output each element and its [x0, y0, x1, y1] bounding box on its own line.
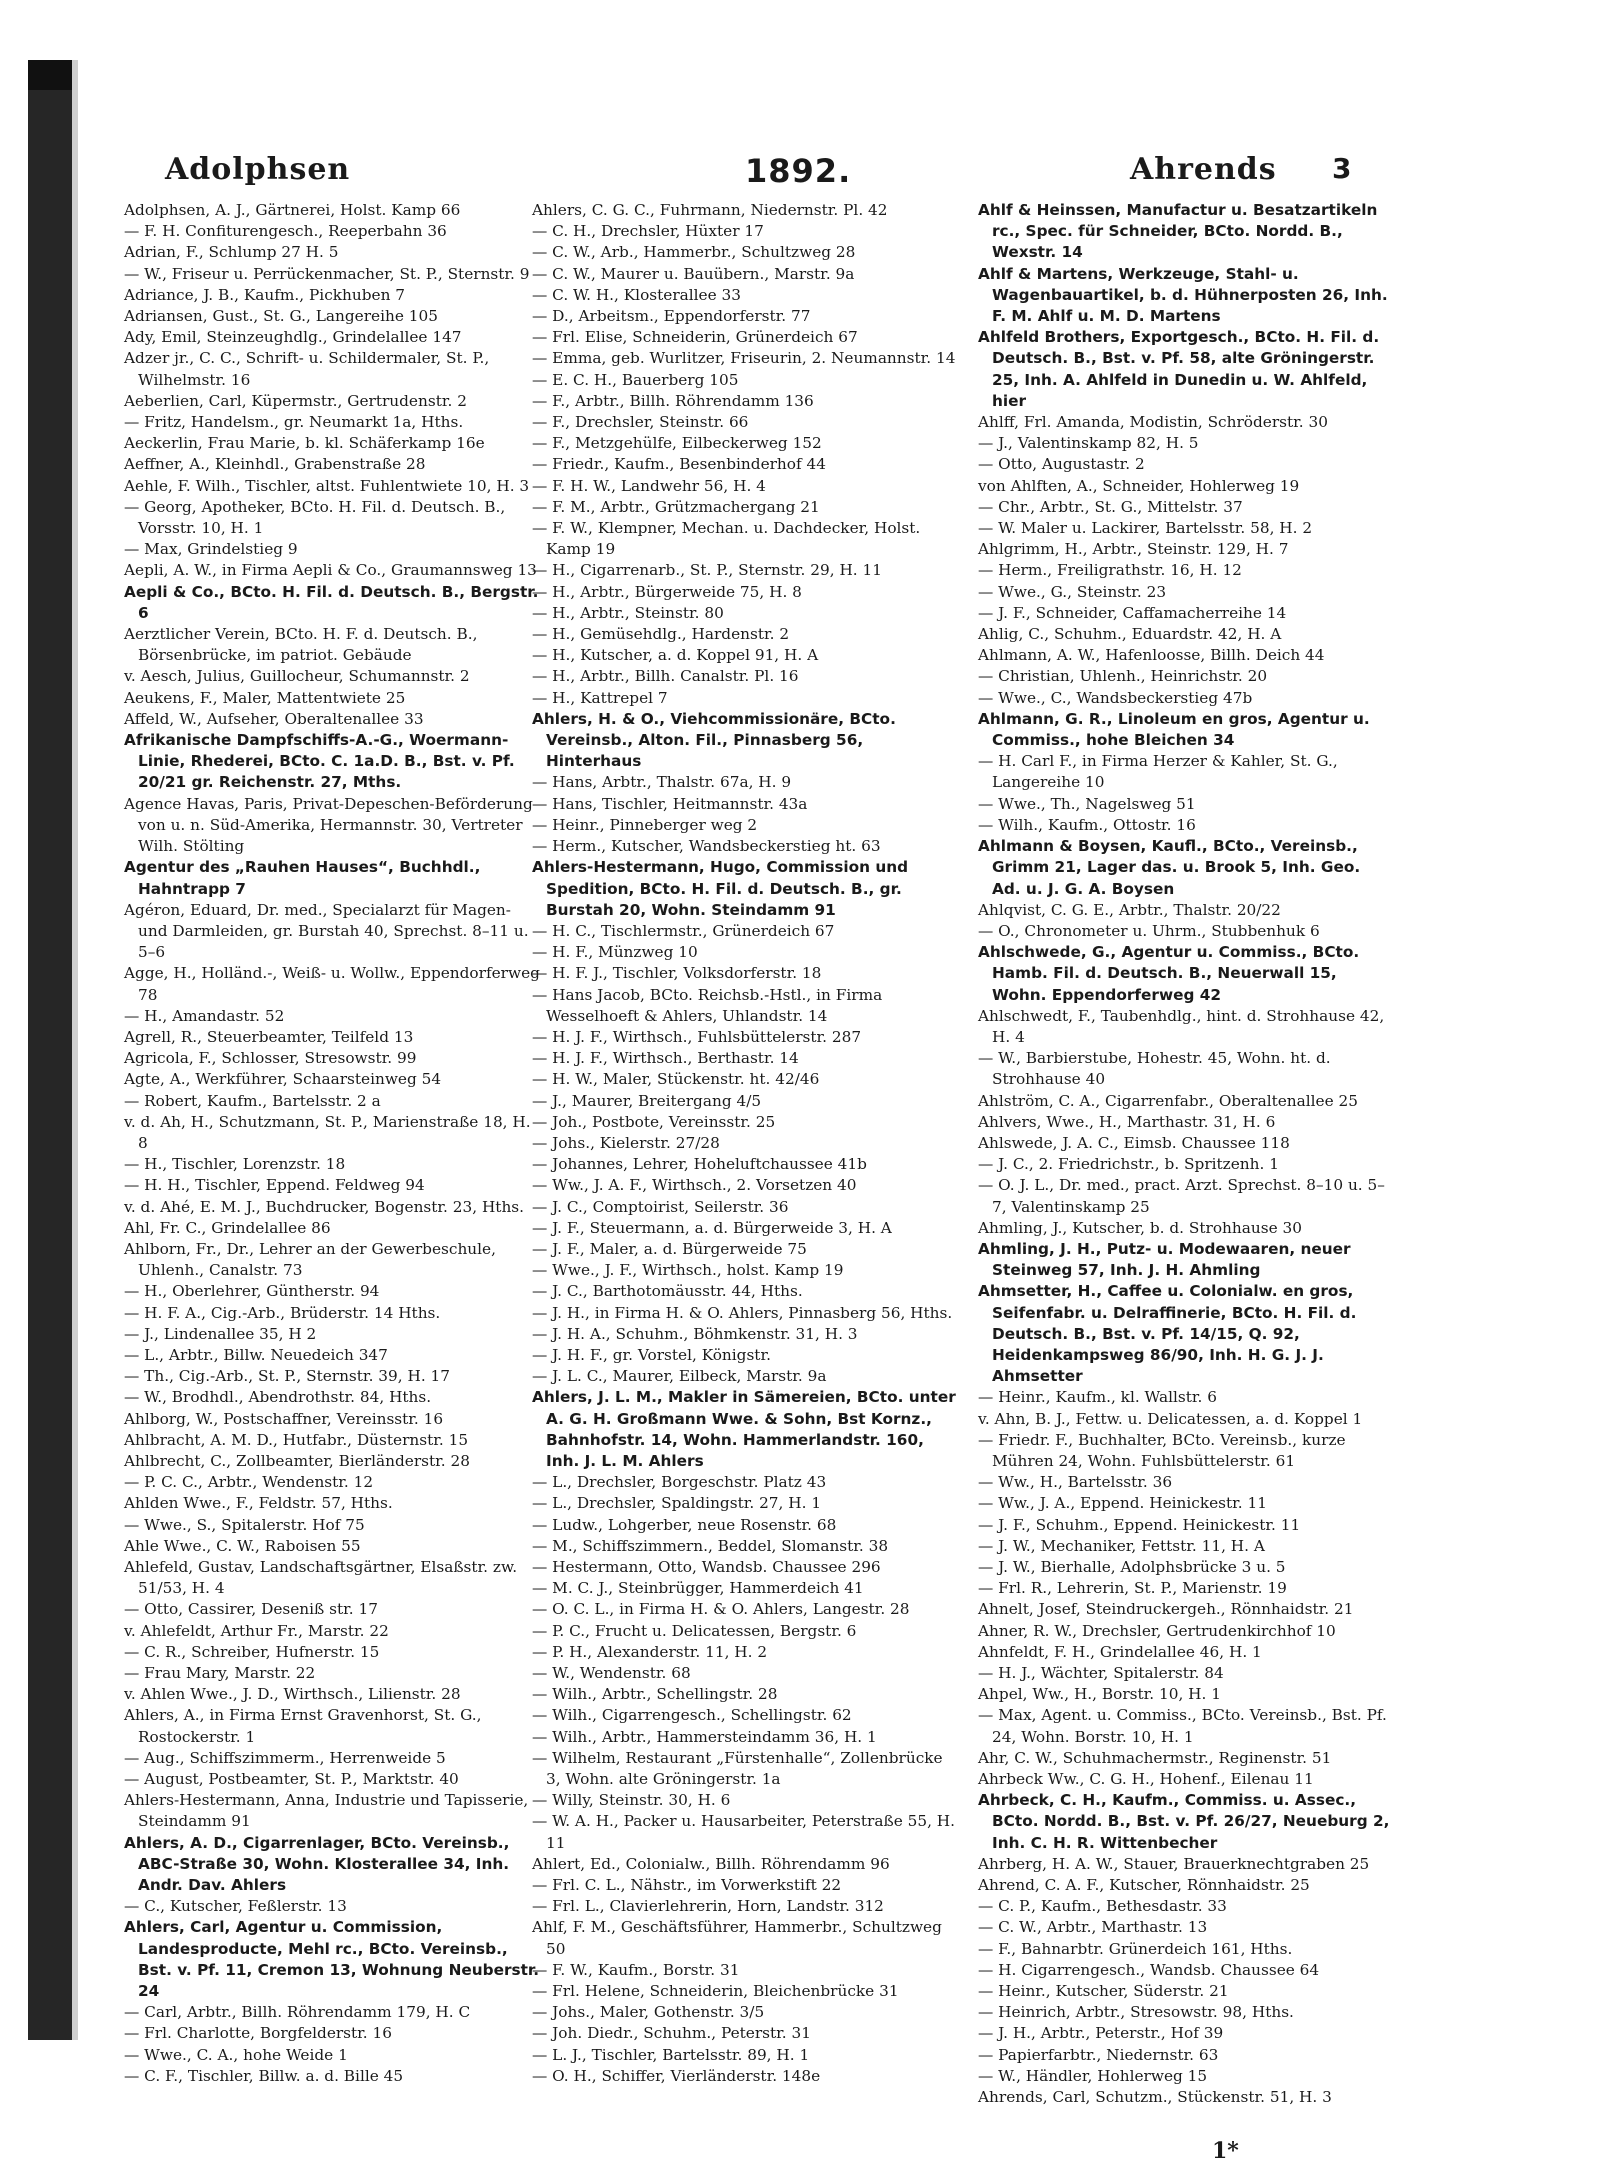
- directory-entry: — Frau Mary, Marstr. 22: [124, 1664, 316, 1683]
- directory-entry: — M. C. J., Steinbrügger, Hammerdeich 41: [532, 1579, 864, 1598]
- directory-entry: Ahlers, J. L. M., Makler in Sämereien, BCto. unter A. G. H. Großmann Wwe. & Sohn, Bst Kornz., Bahnhofstr. 14, Wohn. Hammerlandstr. 160, Inh. J. L. M. Ahlers: [532, 1388, 956, 1470]
- running-head-left: Adolphsen: [165, 152, 351, 187]
- directory-entry: Ahlers, H. & O., Viehcommissionäre, BCto. Vereinsb., Alton. Fil., Pinnasberg 56, Hinterhaus: [532, 709, 896, 771]
- directory-entry: Ahner, R. W., Drechsler, Gertrudenkirchhof 10: [978, 1621, 1336, 1640]
- directory-entry: — Heinr., Kutscher, Süderstr. 21: [978, 1982, 1229, 2001]
- directory-entry: — F., Arbtr., Billh. Röhrendamm 136: [532, 391, 814, 410]
- directory-entry: — Th., Cig.-Arb., St. P., Sternstr. 39, H. 17: [124, 1367, 451, 1386]
- directory-entry: — Herm., Kutscher, Wandsbeckerstieg ht. 63: [532, 837, 881, 856]
- directory-entry: — Hans, Tischler, Heitmannstr. 43a: [532, 794, 808, 813]
- directory-entry: Ahlmann, A. W., Hafenloosse, Billh. Deich 44: [978, 646, 1325, 665]
- directory-entry: Ahlgrimm, H., Arbtr., Steinstr. 129, H. 7: [978, 540, 1289, 559]
- directory-entry: — Emma, geb. Wurlitzer, Friseurin, 2. Neumannstr. 14: [532, 349, 956, 368]
- directory-entry: — C. H., Drechsler, Hüxter 17: [532, 222, 764, 241]
- directory-entry: — J. F., Steuermann, a. d. Bürgerweide 3, H. A: [532, 1218, 892, 1237]
- directory-entry: — L., Drechsler, Borgeschstr. Platz 43: [532, 1473, 827, 1492]
- directory-entry: — H. F. J., Tischler, Volksdorferstr. 18: [532, 964, 822, 983]
- directory-entry: — M., Schiffszimmern., Beddel, Slomanstr. 38: [532, 1536, 889, 1555]
- directory-entry: — Max, Agent. u. Commiss., BCto. Vereinsb., Bst. Pf. 24, Wohn. Borstr. 10, H. 1: [978, 1706, 1387, 1746]
- directory-entry: Ahlström, C. A., Cigarrenfabr., Oberaltenallee 25: [978, 1091, 1358, 1110]
- directory-entry: Aeukens, F., Maler, Mattentwiete 25: [124, 688, 406, 707]
- directory-entry: — Hans Jacob, BCto. Reichsb.-Hstl., in Firma Wesselhoeft & Ahlers, Uhlandstr. 14: [532, 985, 883, 1025]
- directory-entry: Agricola, F., Schlosser, Stresowstr. 99: [124, 1049, 417, 1068]
- directory-entry: — H., Cigarrenarb., St. P., Sternstr. 29, H. 11: [532, 561, 882, 580]
- directory-entry: — Christian, Uhlenh., Heinrichstr. 20: [978, 667, 1268, 686]
- directory-entry: — H. C., Tischlermstr., Grünerdeich 67: [532, 921, 835, 940]
- directory-entry: — C., Kutscher, Feßlerstr. 13: [124, 1897, 347, 1916]
- directory-entry: Ahlmann, G. R., Linoleum en gros, Agentur u. Commiss., hohe Bleichen 34: [978, 709, 1370, 750]
- directory-entry: — Carl, Arbtr., Billh. Röhrendamm 179, H. C: [124, 2003, 471, 2022]
- directory-entry: — O., Chronometer u. Uhrm., Stubbenhuk 6: [978, 921, 1320, 940]
- directory-entry: — Joh. Diedr., Schuhm., Peterstr. 31: [532, 2024, 811, 2043]
- directory-entry: — Wwe., C. A., hohe Weide 1: [124, 2045, 348, 2064]
- directory-entry: — J. C., Comptoirist, Seilerstr. 36: [532, 1197, 789, 1216]
- directory-entry: Adriance, J. B., Kaufm., Pickhuben 7: [124, 285, 406, 304]
- directory-entry: — Wwe., G., Steinstr. 23: [978, 582, 1167, 601]
- directory-entry: v. d. Ahé, E. M. J., Buchdrucker, Bogenstr. 23, Hths.: [124, 1197, 525, 1216]
- directory-entry: — J. H., Arbtr., Peterstr., Hof 39: [978, 2024, 1224, 2043]
- directory-entry: — F. W., Kaufm., Borstr. 31: [532, 1960, 740, 1979]
- directory-entry: — Wilh., Cigarrengesch., Schellingstr. 62: [532, 1706, 852, 1725]
- directory-entry: — J. H., in Firma H. & O. Ahlers, Pinnasberg 56, Hths.: [532, 1303, 953, 1322]
- directory-column-3: [978, 200, 1390, 2108]
- directory-entry: — L., Arbtr., Billw. Neuedeich 347: [124, 1345, 388, 1364]
- directory-entry: Ahlswede, J. A. C., Eimsb. Chaussee 118: [978, 1133, 1290, 1152]
- directory-entry: — Frl. Elise, Schneiderin, Grünerdeich 67: [532, 328, 858, 347]
- directory-entry: — J. L. C., Maurer, Eilbeck, Marstr. 9a: [532, 1367, 827, 1386]
- directory-entry: — Wwe., C., Wandsbeckerstieg 47b: [978, 688, 1253, 707]
- directory-entry: Agentur des „Rauhen Hauses“, Buchhdl., Hahntrapp 7: [124, 858, 481, 898]
- directory-entry: — C. F., Tischler, Billw. a. d. Bille 45: [124, 2066, 404, 2085]
- scan-binding-corner: [28, 60, 72, 90]
- directory-entry: — H. J., Wächter, Spitalerstr. 84: [978, 1664, 1224, 1683]
- directory-entry: — Fritz, Handelsm., gr. Neumarkt 1a, Hths.: [124, 413, 464, 432]
- directory-entry: — Chr., Arbtr., St. G., Mittelstr. 37: [978, 497, 1243, 516]
- scan-binding-edge: [28, 60, 72, 2040]
- directory-entry: — J. F., Schneider, Caffamacherreihe 14: [978, 603, 1287, 622]
- directory-entry: — F., Bahnarbtr. Grünerdeich 161, Hths.: [978, 1939, 1293, 1958]
- directory-entry: v. d. Ah, H., Schutzmann, St. P., Marienstraße 18, H. 8: [124, 1112, 531, 1152]
- directory-entry: — J. W., Bierhalle, Adolphsbrücke 3 u. 5: [978, 1558, 1286, 1576]
- directory-entry: — C. R., Schreiber, Hufnerstr. 15: [124, 1642, 380, 1661]
- directory-entry: — J. C., Barthotomäusstr. 44, Hths.: [532, 1282, 803, 1301]
- directory-entry: Ahlmann & Boysen, Kaufl., BCto., Vereinsb., Grimm 21, Lager das. u. Brook 5, Inh. Geo. Ad. u. J. G. A. Boysen: [978, 837, 1361, 898]
- directory-entry: — Wwe., S., Spitalerstr. Hof 75: [124, 1515, 365, 1534]
- page-number: 3: [1332, 152, 1353, 185]
- directory-entry: — F., Metzgehülfe, Eilbeckerweg 152: [532, 434, 822, 453]
- directory-entry: — W., Brodhdl., Abendrothstr. 84, Hths.: [124, 1388, 432, 1407]
- directory-entry: — Joh., Postbote, Vereinsstr. 25: [532, 1112, 776, 1131]
- directory-entry: — D., Arbeitsm., Eppendorferstr. 77: [532, 307, 811, 326]
- directory-entry: — H. Carl F., in Firma Herzer & Kahler, St. G., Langereihe 10: [978, 752, 1338, 792]
- directory-entry: Ahlschwedt, F., Taubenhdlg., hint. d. Strohhause 42, H. 4: [978, 1006, 1385, 1046]
- directory-entry: — Otto, Augustastr. 2: [978, 455, 1145, 474]
- directory-entry: von Ahlften, A., Schneider, Hohlerweg 19: [978, 476, 1300, 495]
- directory-entry: — H., Arbtr., Billh. Canalstr. Pl. 16: [532, 667, 799, 686]
- directory-entry: — Max, Grindelstieg 9: [124, 540, 298, 559]
- directory-entry: — C. P., Kaufm., Bethesdastr. 33: [978, 1897, 1227, 1916]
- directory-entry: Ahpel, Ww., H., Borstr. 10, H. 1: [978, 1685, 1221, 1704]
- directory-entry: Ahnfeldt, F. H., Grindelallee 46, H. 1: [978, 1642, 1262, 1661]
- directory-entry: Ahrend, C. A. F., Kutscher, Rönnhaidstr. 25: [978, 1876, 1310, 1895]
- directory-entry: Agéron, Eduard, Dr. med., Specialarzt für Magen- und Darmleiden, gr. Burstah 40, Sprechst. 8–11 u. 5–6: [124, 900, 529, 962]
- directory-entry: — F. H. Confiturengesch., Reeperbahn 36: [124, 222, 447, 241]
- directory-entry: — Georg, Apotheker, BCto. H. Fil. d. Deutsch. B., Vorsstr. 10, H. 1: [124, 497, 506, 538]
- directory-entry: Aerztlicher Verein, BCto. H. F. d. Deutsch. B., Börsenbrücke, im patriot. Gebäude: [124, 625, 478, 665]
- directory-entry: — Friedr. F., Buchhalter, BCto. Vereinsb., kurze Mühren 24, Wohn. Fuhlsbüttelerstr. 61: [978, 1430, 1346, 1470]
- directory-entry: — H., Oberlehrer, Güntherstr. 94: [124, 1282, 380, 1301]
- directory-entry: — Frl. C. L., Nähstr., im Vorwerkstift 22: [532, 1876, 842, 1895]
- directory-entry: — Otto, Cassirer, Deseniß str. 17: [124, 1600, 378, 1619]
- directory-entry: — Frl. Charlotte, Borgfelderstr. 16: [124, 2024, 393, 2043]
- directory-entry: Aeckerlin, Frau Marie, b. kl. Schäferkamp 16e: [124, 434, 485, 453]
- directory-entry: Ahlf & Heinssen, Manufactur u. Besatzartikeln rc., Spec. für Schneider, BCto. Nordd. B., Wexstr. 14: [978, 201, 1378, 262]
- directory-entry: — Papierfarbtr., Niedernstr. 63: [978, 2045, 1219, 2064]
- directory-entry: — C. W., Maurer u. Bauübern., Marstr. 9a: [532, 264, 855, 283]
- directory-entry: — W. Maler u. Lackirer, Bartelsstr. 58, H. 2: [978, 519, 1313, 538]
- directory-entry: — W., Barbierstube, Hohestr. 45, Wohn. ht. d. Strohhause 40: [978, 1049, 1331, 1089]
- directory-entry: — C. W., Arbtr., Marthastr. 13: [978, 1918, 1208, 1937]
- directory-entry: — H. J. F., Wirthsch., Fuhlsbüttelerstr. 287: [532, 1027, 862, 1046]
- directory-entry: Agte, A., Werkführer, Schaarsteinweg 54: [124, 1070, 442, 1089]
- directory-entry: Agence Havas, Paris, Privat-Depeschen-Beförderung von u. n. Süd-Amerika, Hermannstr. 30, Vertreter Wilh. Stölting: [124, 794, 533, 856]
- directory-entry: — J. F., Maler, a. d. Bürgerweide 75: [532, 1239, 807, 1258]
- directory-entry: Ahlbrecht, C., Zollbeamter, Bierländerstr. 28: [124, 1451, 470, 1470]
- directory-entry: Ahlers, Carl, Agentur u. Commission, Landesproducte, Mehl rc., BCto. Vereinsb., Bst. v. Pf. 11, Cremon 13, Wohnung Neuberstr. 24: [124, 1918, 540, 2001]
- directory-entry: — H. Cigarrengesch., Wandsb. Chaussee 64: [978, 1960, 1320, 1979]
- directory-entry: Aepli & Co., BCto. H. Fil. d. Deutsch. B., Bergstr. 6: [124, 582, 539, 622]
- directory-entry: — H. F., Münzweg 10: [532, 943, 698, 962]
- directory-entry: Ahr, C. W., Schuhmachermstr., Reginenstr. 51: [978, 1748, 1332, 1767]
- directory-entry: Ahl, Fr. C., Grindelallee 86: [124, 1218, 331, 1237]
- directory-entry: — Heinrich, Arbtr., Stresowstr. 98, Hths.: [978, 2003, 1294, 2022]
- directory-column-2: [532, 200, 956, 2087]
- directory-entry: — H., Amandastr. 52: [124, 1006, 285, 1025]
- directory-entry: Ahlers, C. G. C., Fuhrmann, Niedernstr. Pl. 42: [532, 201, 888, 219]
- directory-entry: — Frl. Helene, Schneiderin, Bleichenbrücke 31: [532, 1982, 899, 2001]
- directory-entry: Ahlf, F. M., Geschäftsführer, Hammerbr., Schultzweg 50: [532, 1918, 942, 1958]
- directory-entry: Aepli, A. W., in Firma Aepli & Co., Graumannsweg 13: [124, 561, 537, 580]
- directory-entry: Ahlfeld Brothers, Exportgesch., BCto. H. Fil. d. Deutsch. B., Bst. v. Pf. 58, alte Gröningerstr. 25, Inh. A. Ahlfeld in Dunedin u. W. Ahlfeld, hier: [978, 328, 1380, 410]
- directory-entry: — W., Friseur u. Perrückenmacher, St. P., Sternstr. 9: [124, 264, 530, 283]
- directory-entry: Aeberlien, Carl, Küpermstr., Gertrudenstr. 2: [124, 391, 467, 410]
- directory-entry: — Hans, Arbtr., Thalstr. 67a, H. 9: [532, 773, 792, 792]
- directory-entry: Ahlers, A. D., Cigarrenlager, BCto. Vereinsb., ABC-Straße 30, Wohn. Klosterallee 34, Inh. Andr. Dav. Ahlers: [124, 1833, 510, 1895]
- directory-entry: — Johannes, Lehrer, Hoheluftchaussee 41b: [532, 1155, 867, 1174]
- directory-entry: Ahlbracht, A. M. D., Hutfabr., Düsternstr. 15: [124, 1430, 469, 1449]
- directory-entry: — O. C. L., in Firma H. & O. Ahlers, Langestr. 28: [532, 1600, 910, 1619]
- directory-entry: — August, Postbeamter, St. P., Marktstr. 40: [124, 1770, 459, 1789]
- directory-entry: v. Aesch, Julius, Guillocheur, Schumannstr. 2: [124, 667, 470, 686]
- directory-entry: — Ww., J. A., Eppend. Heinickestr. 11: [978, 1494, 1267, 1513]
- directory-entry: — F. W., Klempner, Mechan. u. Dachdecker, Holst. Kamp 19: [532, 519, 921, 559]
- directory-entry: — W., Händler, Hohlerweg 15: [978, 2066, 1208, 2085]
- scan-page-edge: [72, 60, 78, 2040]
- directory-entry: — Johs., Maler, Gothenstr. 3/5: [532, 2003, 765, 2022]
- directory-entry: — H. H., Tischler, Eppend. Feldweg 94: [124, 1176, 425, 1195]
- directory-entry: — F. M., Arbtr., Grützmachergang 21: [532, 497, 820, 516]
- directory-entry: Ady, Emil, Steinzeughdlg., Grindelallee 147: [124, 328, 462, 347]
- directory-entry: Ahmling, J. H., Putz- u. Modewaaren, neuer Steinweg 57, Inh. J. H. Ahmling: [978, 1239, 1351, 1280]
- directory-entry: — H., Arbtr., Steinstr. 80: [532, 603, 724, 622]
- directory-entry: Agge, H., Holländ.-, Weiß- u. Wollw., Eppendorferweg 78: [124, 964, 540, 1004]
- directory-entry: Ahrberg, H. A. W., Stauer, Brauerknechtgraben 25: [978, 1854, 1370, 1873]
- directory-entry: Ahlf & Martens, Werkzeuge, Stahl- u. Wagenbauartikel, b. d. Hühnerposten 26, Inh. F. M. Ahlf u. M. D. Martens: [978, 264, 1388, 326]
- directory-entry: Affeld, W., Aufseher, Oberaltenallee 33: [124, 709, 424, 728]
- directory-entry: Aehle, F. Wilh., Tischler, altst. Fuhlentwiete 10, H. 3: [124, 476, 530, 495]
- directory-entry: — O. H., Schiffer, Vierländerstr. 148e: [532, 2066, 821, 2085]
- directory-entry: Adolphsen, A. J., Gärtnerei, Holst. Kamp 66: [124, 201, 461, 219]
- directory-entry: — Frl. L., Clavierlehrerin, Horn, Landstr. 312: [532, 1897, 884, 1916]
- directory-entry: — J. H. F., gr. Vorstel, Königstr.: [532, 1345, 771, 1364]
- directory-entry: — Ww., J. A. F., Wirthsch., 2. Vorsetzen 40: [532, 1176, 857, 1195]
- directory-entry: Ahlborg, W., Postschaffner, Vereinsstr. 16: [124, 1409, 444, 1428]
- directory-entry: Adriansen, Gust., St. G., Langereihe 105: [124, 307, 438, 326]
- directory-entry: — J., Valentinskamp 82, H. 5: [978, 434, 1199, 453]
- directory-entry: — P. C., Frucht u. Delicatessen, Bergstr. 6: [532, 1621, 857, 1640]
- directory-entry: Ahmling, J., Kutscher, b. d. Strohhause 30: [978, 1218, 1302, 1237]
- directory-entry: Ahlers-Hestermann, Hugo, Commission und Spedition, BCto. H. Fil. d. Deutsch. B., gr. Burstah 20, Wohn. Steindamm 91: [532, 858, 909, 919]
- directory-entry: Ahrbeck Ww., C. G. H., Hohenf., Eilenau 11: [978, 1770, 1314, 1789]
- directory-entry: — H. J. F., Wirthsch., Berthastr. 14: [532, 1049, 799, 1068]
- directory-entry: — H., Gemüsehdlg., Hardenstr. 2: [532, 625, 790, 644]
- directory-entry: — J. H. A., Schuhm., Böhmkenstr. 31, H. 3: [532, 1324, 858, 1343]
- directory-entry: — Ludw., Lohgerber, neue Rosenstr. 68: [532, 1515, 837, 1534]
- directory-entry: Ahlig, C., Schuhm., Eduardstr. 42, H. A: [978, 625, 1282, 644]
- directory-entry: — O. J. L., Dr. med., pract. Arzt. Sprechst. 8–10 u. 5–7, Valentinskamp 25: [978, 1176, 1385, 1216]
- directory-entry: — Hestermann, Otto, Wandsb. Chaussee 296: [532, 1558, 881, 1576]
- directory-entry: — Aug., Schiffszimmerm., Herrenweide 5: [124, 1748, 446, 1767]
- directory-entry: Ahnelt, Josef, Steindruckergeh., Rönnhaidstr. 21: [978, 1600, 1354, 1619]
- directory-entry: Ahlvers, Wwe., H., Marthastr. 31, H. 6: [978, 1112, 1276, 1131]
- directory-entry: v. Ahlefeldt, Arthur Fr., Marstr. 22: [124, 1621, 389, 1640]
- directory-entry: Ahrends, Carl, Schutzm., Stückenstr. 51, H. 3: [978, 2088, 1332, 2107]
- directory-entry: Ahlers, A., in Firma Ernst Gravenhorst, St. G., Rostockerstr. 1: [124, 1706, 482, 1746]
- directory-entry: — J., Maurer, Breitergang 4/5: [532, 1091, 762, 1110]
- directory-entry: — Frl. R., Lehrerin, St. P., Marienstr. 19: [978, 1579, 1287, 1598]
- directory-entry: — Wwe., J. F., Wirthsch., holst. Kamp 19: [532, 1261, 844, 1280]
- directory-entry: — L., Drechsler, Spaldingstr. 27, H. 1: [532, 1494, 822, 1513]
- directory-entry: — Wilh., Kaufm., Ottostr. 16: [978, 815, 1196, 834]
- directory-column-1: [124, 200, 540, 2087]
- directory-entry: — J. C., 2. Friedrichstr., b. Spritzenh. 1: [978, 1155, 1279, 1174]
- directory-entry: — C. W. H., Klosterallee 33: [532, 285, 741, 304]
- directory-entry: — C. W., Arb., Hammerbr., Schultzweg 28: [532, 243, 856, 262]
- directory-entry: — H., Kutscher, a. d. Koppel 91, H. A: [532, 646, 819, 665]
- directory-entry: — Wilhelm, Restaurant „Fürstenhalle“, Zollenbrücke 3, Wohn. alte Gröningerstr. 1a: [532, 1748, 943, 1789]
- directory-entry: — H. F. A., Cig.-Arb., Brüderstr. 14 Hths.: [124, 1303, 441, 1322]
- directory-entry: — J. F., Schuhm., Eppend. Heinickestr. 11: [978, 1515, 1301, 1534]
- directory-entry: — Heinr., Pinneberger weg 2: [532, 815, 758, 834]
- directory-entry: Ahlschwede, G., Agentur u. Commiss., BCto. Hamb. Fil. d. Deutsch. B., Neuerwall 15, Wohn. Eppendorferweg 42: [978, 943, 1360, 1004]
- directory-entry: Afrikanische Dampfschiffs-A.-G., Woermann-Linie, Rhederei, BCto. C. 1a.D. B., Bst. v. Pf. 20/21 gr. Reichenstr. 27, Mths.: [124, 731, 515, 792]
- directory-entry: — Willy, Steinstr. 30, H. 6: [532, 1791, 731, 1810]
- directory-entry: — P. C. C., Arbtr., Wendenstr. 12: [124, 1473, 374, 1492]
- directory-entry: — Herm., Freiligrathstr. 16, H. 12: [978, 561, 1242, 580]
- directory-entry: v. Ahlen Wwe., J. D., Wirthsch., Lilienstr. 28: [124, 1685, 461, 1704]
- directory-entry: Ahlborn, Fr., Dr., Lehrer an der Gewerbeschule, Uhlenh., Canalstr. 73: [124, 1239, 496, 1280]
- directory-entry: — W. A. H., Packer u. Hausarbeiter, Peterstraße 55, H. 11: [532, 1812, 956, 1852]
- directory-entry: Ahle Wwe., C. W., Raboisen 55: [124, 1536, 361, 1555]
- directory-entry: — P. H., Alexanderstr. 11, H. 2: [532, 1642, 768, 1661]
- directory-entry: — Friedr., Kaufm., Besenbinderhof 44: [532, 455, 826, 474]
- directory-entry: — Wilh., Arbtr., Schellingstr. 28: [532, 1685, 778, 1704]
- running-head-right: Ahrends: [1130, 152, 1277, 187]
- directory-entry: — Wilh., Arbtr., Hammersteindamm 36, H. 1: [532, 1727, 877, 1746]
- directory-entry: Ahlff, Frl. Amanda, Modistin, Schröderstr. 30: [978, 413, 1328, 432]
- directory-entry: Ahlert, Ed., Colonialw., Billh. Röhrendamm 96: [532, 1854, 890, 1873]
- directory-entry: — Ww., H., Bartelsstr. 36: [978, 1473, 1173, 1492]
- directory-entry: — Wwe., Th., Nagelsweg 51: [978, 794, 1196, 813]
- running-head-year: 1892.: [745, 152, 852, 190]
- directory-entry: Ahlefeld, Gustav, Landschaftsgärtner, Elsaßstr. zw. 51/53, H. 4: [124, 1558, 518, 1598]
- signature-mark: 1*: [1212, 2138, 1239, 2164]
- directory-entry: — Johs., Kielerstr. 27/28: [532, 1133, 720, 1152]
- directory-entry: — Robert, Kaufm., Bartelsstr. 2 a: [124, 1091, 381, 1110]
- directory-entry: — E. C. H., Bauerberg 105: [532, 370, 739, 389]
- directory-entry: Ahlqvist, C. G. E., Arbtr., Thalstr. 20/22: [978, 900, 1281, 919]
- directory-entry: Adzer jr., C. C., Schrift- u. Schildermaler, St. P., Wilhelmstr. 16: [124, 349, 490, 389]
- directory-entry: — J., Lindenallee 35, H 2: [124, 1324, 317, 1343]
- directory-entry: Ahmsetter, H., Caffee u. Colonialw. en gros, Seifenfabr. u. Delraffinerie, BCto. H. Fil. d. Deutsch. B., Bst. v. Pf. 14/15, Q. 92, Heidenkampsweg 86/90, Inh. H. G. J. J. Ahmsetter: [978, 1282, 1357, 1386]
- directory-entry: v. Ahn, B. J., Fettw. u. Delicatessen, a. d. Koppel 1: [978, 1409, 1363, 1428]
- directory-entry: Ahlden Wwe., F., Feldstr. 57, Hths.: [124, 1494, 393, 1513]
- directory-entry: Agrell, R., Steuerbeamter, Teilfeld 13: [124, 1027, 414, 1046]
- directory-entry: — H., Tischler, Lorenzstr. 18: [124, 1155, 346, 1174]
- directory-entry: — F., Drechsler, Steinstr. 66: [532, 413, 749, 432]
- directory-entry: — Heinr., Kaufm., kl. Wallstr. 6: [978, 1388, 1217, 1407]
- directory-entry: — H., Arbtr., Bürgerweide 75, H. 8: [532, 582, 802, 601]
- directory-entry: — H. W., Maler, Stückenstr. ht. 42/46: [532, 1070, 820, 1089]
- directory-entry: Ahlers-Hestermann, Anna, Industrie und Tapisserie, Steindamm 91: [124, 1791, 529, 1831]
- directory-entry: Adrian, F., Schlump 27 H. 5: [124, 243, 339, 262]
- directory-entry: — H., Kattrepel 7: [532, 688, 668, 707]
- directory-entry: — F. H. W., Landwehr 56, H. 4: [532, 476, 766, 495]
- directory-entry: Aeffner, A., Kleinhdl., Grabenstraße 28: [124, 455, 426, 474]
- directory-entry: — W., Wendenstr. 68: [532, 1664, 691, 1683]
- directory-entry: — J. W., Mechaniker, Fettstr. 11, H. A: [978, 1536, 1265, 1555]
- directory-entry: — L. J., Tischler, Bartelsstr. 89, H. 1: [532, 2045, 810, 2064]
- directory-entry: Ahrbeck, C. H., Kaufm., Commiss. u. Assec., BCto. Nordd. B., Bst. v. Pf. 26/27, Neueburg 2, Inh. C. H. R. Wittenbecher: [978, 1791, 1390, 1852]
